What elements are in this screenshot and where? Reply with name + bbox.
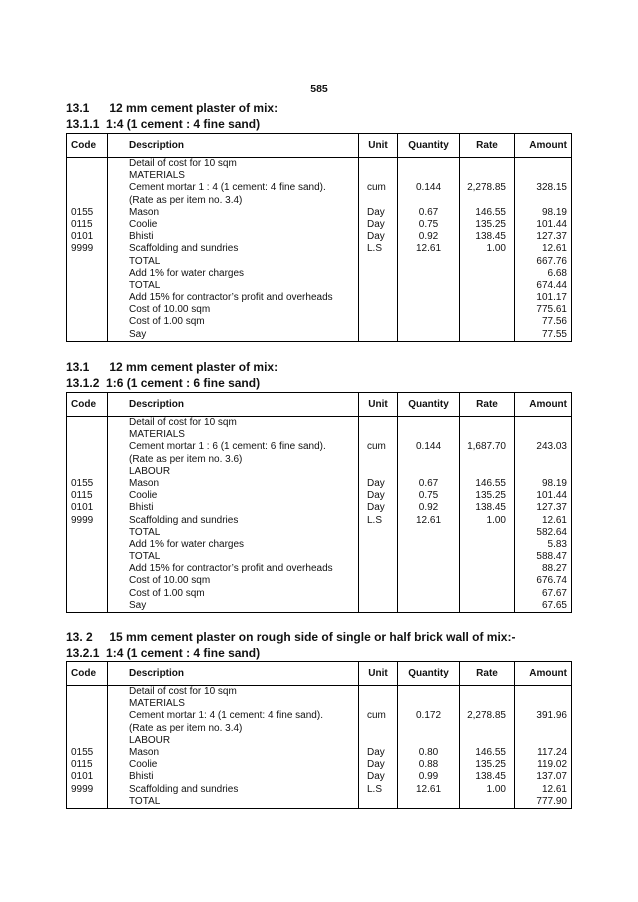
cell-code xyxy=(67,292,107,304)
cell-amount xyxy=(515,698,571,710)
cell-code xyxy=(67,304,107,316)
cell-amount: 77.56 xyxy=(541,316,567,328)
cell-rate: 2,278.85 xyxy=(467,710,506,722)
code-column xyxy=(67,158,108,342)
cell-desc: Cost of 10.00 sqm xyxy=(129,304,211,316)
cell-unit xyxy=(359,466,397,478)
cell-amount: 101.44 xyxy=(536,490,567,502)
cell-code xyxy=(67,723,107,735)
cell-rate xyxy=(460,466,514,478)
cell-amount xyxy=(515,195,571,207)
page-number: 585 xyxy=(310,83,328,95)
cell-qty xyxy=(398,796,459,808)
section-subheading: 13.1.2 1:6 (1 cement : 6 fine sand) xyxy=(66,376,261,390)
quantity-column xyxy=(398,158,460,342)
cell-code: 0101 xyxy=(71,502,94,514)
rate-analysis-table xyxy=(66,133,572,342)
description-column xyxy=(108,686,359,809)
cell-rate xyxy=(460,539,514,551)
cell-unit xyxy=(359,292,397,304)
amount-column xyxy=(515,158,572,342)
cell-qty xyxy=(398,698,459,710)
cell-qty xyxy=(398,454,459,466)
col-header-quantity: Quantity xyxy=(398,393,460,417)
cell-desc: (Rate as per item no. 3.4) xyxy=(129,194,243,206)
cell-amount xyxy=(515,429,571,441)
cell-rate xyxy=(460,527,514,539)
cell-code xyxy=(67,686,107,698)
cell-qty xyxy=(398,563,459,575)
cell-qty: 0.80 xyxy=(418,746,439,758)
cell-amount xyxy=(515,735,571,747)
cell-amount: 676.74 xyxy=(536,575,567,587)
cell-desc: Bhisti xyxy=(129,502,154,514)
cell-desc: Bhisti xyxy=(129,231,154,243)
col-header-amount: Amount xyxy=(515,134,572,158)
cell-amount: 667.76 xyxy=(536,255,567,267)
section-heading: 13.1 12 mm cement plaster of mix: xyxy=(66,360,279,374)
cell-desc: Scaffolding and sundries xyxy=(129,243,239,255)
cell-rate xyxy=(460,256,514,268)
col-header-unit: Unit xyxy=(359,393,398,417)
cell-rate: 138.45 xyxy=(475,231,506,243)
cell-desc: Mason xyxy=(129,746,160,758)
cell-qty: 0.67 xyxy=(418,206,439,218)
cell-code: 0115 xyxy=(71,218,93,230)
cell-qty xyxy=(398,723,459,735)
cell-qty: 0.92 xyxy=(418,502,439,514)
cell-unit: Day xyxy=(367,746,385,758)
cell-unit: Day xyxy=(367,477,385,489)
cell-unit: Day xyxy=(367,231,385,243)
cell-amount: 391.96 xyxy=(536,710,567,722)
cell-desc: Add 1% for water charges xyxy=(129,267,245,279)
cell-qty: 0.99 xyxy=(418,771,439,783)
col-header-amount: Amount xyxy=(515,662,572,686)
cell-unit: Day xyxy=(367,759,385,771)
amount-column xyxy=(515,686,572,809)
cell-amount: 101.44 xyxy=(536,218,567,230)
cell-qty xyxy=(398,575,459,587)
quantity-column xyxy=(398,417,460,613)
code-column xyxy=(67,417,108,613)
cell-rate: 135.25 xyxy=(475,218,506,230)
cell-rate xyxy=(460,796,514,808)
cell-unit: Day xyxy=(367,771,385,783)
cell-desc: LABOUR xyxy=(129,734,171,746)
cell-rate xyxy=(460,280,514,292)
cell-desc: Mason xyxy=(129,477,160,489)
cell-code xyxy=(67,316,107,328)
cell-code xyxy=(67,698,107,710)
table-body-row xyxy=(67,158,572,342)
cell-desc: MATERIALS xyxy=(129,698,185,710)
cell-amount: 5.83 xyxy=(547,538,567,550)
cell-amount: 137.07 xyxy=(536,771,567,783)
cell-rate: 146.55 xyxy=(475,746,506,758)
cell-code xyxy=(67,170,107,182)
cell-code xyxy=(67,575,107,587)
col-header-description: Description xyxy=(108,393,359,417)
cell-desc: Coolie xyxy=(129,490,158,502)
rate-analysis-table xyxy=(66,661,572,809)
cell-unit xyxy=(359,527,397,539)
cell-code xyxy=(67,796,107,808)
cell-desc: TOTAL xyxy=(129,795,161,807)
cell-unit: L.S xyxy=(367,243,383,255)
cell-code xyxy=(67,563,107,575)
cell-code xyxy=(67,600,107,612)
cell-unit xyxy=(359,429,397,441)
cell-desc: (Rate as per item no. 3.4) xyxy=(129,722,243,734)
code-column xyxy=(67,686,108,809)
cell-amount: 98.19 xyxy=(541,477,567,489)
cell-desc: Cost of 1.00 sqm xyxy=(129,587,205,599)
cell-rate: 146.55 xyxy=(475,477,506,489)
cell-rate xyxy=(460,329,514,341)
cell-code xyxy=(67,466,107,478)
cell-code: 9999 xyxy=(71,243,94,255)
cell-qty: 0.67 xyxy=(418,477,439,489)
cell-code xyxy=(67,158,107,170)
cell-rate: 135.25 xyxy=(475,759,506,771)
cell-qty: 0.75 xyxy=(418,490,439,502)
cell-qty xyxy=(398,280,459,292)
cell-rate: 138.45 xyxy=(475,771,506,783)
cell-desc: TOTAL xyxy=(129,526,161,538)
cell-amount xyxy=(515,466,571,478)
cell-rate: 1.00 xyxy=(486,243,506,255)
cell-amount: 67.67 xyxy=(541,587,567,599)
cell-code xyxy=(67,280,107,292)
cell-unit xyxy=(359,698,397,710)
cell-amount: 117.24 xyxy=(537,746,567,758)
cell-rate xyxy=(460,686,514,698)
cell-qty xyxy=(398,539,459,551)
cell-unit: L.S xyxy=(367,514,383,526)
cell-rate: 146.55 xyxy=(475,206,506,218)
cell-amount: 6.68 xyxy=(547,267,567,279)
cell-amount: 98.19 xyxy=(541,206,567,218)
cell-unit xyxy=(359,686,397,698)
cell-rate xyxy=(460,723,514,735)
unit-column xyxy=(359,417,398,613)
cell-code: 0155 xyxy=(71,746,94,758)
table-body-row xyxy=(67,417,572,613)
cell-qty: 12.61 xyxy=(415,514,442,526)
cell-unit xyxy=(359,170,397,182)
cell-unit: Day xyxy=(367,218,385,230)
cell-amount: 12.61 xyxy=(541,243,567,255)
cell-unit xyxy=(359,316,397,328)
cell-desc: LABOUR xyxy=(129,465,171,477)
col-header-unit: Unit xyxy=(359,662,398,686)
cell-amount: 588.47 xyxy=(536,551,567,563)
cell-qty: 0.92 xyxy=(418,231,439,243)
cell-amount: 119.02 xyxy=(537,759,567,771)
cell-desc: Add 1% for water charges xyxy=(129,538,245,550)
cell-unit xyxy=(359,256,397,268)
cell-amount xyxy=(515,686,571,698)
col-header-quantity: Quantity xyxy=(398,134,460,158)
cell-unit xyxy=(359,304,397,316)
cell-desc: Scaffolding and sundries xyxy=(129,514,239,526)
col-header-code: Code xyxy=(67,393,108,417)
cell-unit xyxy=(359,796,397,808)
cell-rate xyxy=(460,563,514,575)
amount-column xyxy=(515,417,572,613)
cell-qty: 0.88 xyxy=(418,759,439,771)
cell-desc: Scaffolding and sundries xyxy=(129,783,239,795)
cell-unit xyxy=(359,600,397,612)
cell-rate: 138.45 xyxy=(475,502,506,514)
cell-amount: 674.44 xyxy=(536,279,567,291)
cell-code xyxy=(67,441,107,453)
cell-qty: 0.144 xyxy=(415,182,442,194)
col-header-description: Description xyxy=(108,662,359,686)
cell-rate xyxy=(460,195,514,207)
cell-unit xyxy=(359,268,397,280)
cell-desc: Mason xyxy=(129,206,160,218)
section-subheading: 13.1.1 1:4 (1 cement : 4 fine sand) xyxy=(66,117,261,131)
cell-desc: Add 15% for contractor’s profit and overheads xyxy=(129,292,333,304)
cell-amount: 243.03 xyxy=(536,441,567,453)
cell-rate: 2,278.85 xyxy=(467,182,506,194)
cell-unit: Day xyxy=(367,206,385,218)
cell-desc: Say xyxy=(129,599,147,611)
cell-amount: 88.27 xyxy=(541,563,567,575)
cell-qty xyxy=(398,170,459,182)
cell-unit: cum xyxy=(367,710,386,722)
cell-code xyxy=(67,195,107,207)
cell-unit xyxy=(359,588,397,600)
cell-unit xyxy=(359,575,397,587)
cell-rate: 1,687.70 xyxy=(467,441,506,453)
cell-code xyxy=(67,256,107,268)
cell-code xyxy=(67,588,107,600)
cell-rate xyxy=(460,170,514,182)
cell-unit: Day xyxy=(367,502,385,514)
cell-qty xyxy=(398,292,459,304)
cell-qty xyxy=(398,686,459,698)
cell-rate xyxy=(460,698,514,710)
cell-code: 0155 xyxy=(71,477,94,489)
cell-desc: Detail of cost for 10 sqm xyxy=(129,686,237,697)
table-body-row xyxy=(67,686,572,809)
cell-qty xyxy=(398,316,459,328)
table-header-row xyxy=(67,134,572,158)
cell-rate: 1.00 xyxy=(486,514,506,526)
cell-amount: 582.64 xyxy=(536,526,567,538)
cell-qty: 0.172 xyxy=(415,710,442,722)
cell-qty xyxy=(398,551,459,563)
cell-code xyxy=(67,527,107,539)
cell-code: 0101 xyxy=(71,771,94,783)
cell-qty xyxy=(398,527,459,539)
cell-desc: TOTAL xyxy=(129,279,161,291)
cell-rate: 1.00 xyxy=(486,783,506,795)
cell-qty xyxy=(398,304,459,316)
cell-desc: Bhisti xyxy=(129,771,154,783)
cell-rate xyxy=(460,588,514,600)
description-column xyxy=(108,417,359,613)
cell-unit xyxy=(359,735,397,747)
cell-qty xyxy=(398,429,459,441)
cell-desc: MATERIALS xyxy=(129,429,185,441)
rate-column xyxy=(460,158,515,342)
cell-qty xyxy=(398,195,459,207)
cell-desc: Detail of cost for 10 sqm xyxy=(129,417,237,428)
description-column xyxy=(108,158,359,342)
cell-rate xyxy=(460,304,514,316)
cell-unit: cum xyxy=(367,441,386,453)
cell-qty xyxy=(398,466,459,478)
cell-unit xyxy=(359,723,397,735)
cell-unit xyxy=(359,563,397,575)
cell-qty: 12.61 xyxy=(415,783,442,795)
cell-amount: 777.90 xyxy=(536,795,567,807)
cell-qty: 0.75 xyxy=(418,218,439,230)
cell-rate: 135.25 xyxy=(475,490,506,502)
cell-unit xyxy=(359,329,397,341)
col-header-unit: Unit xyxy=(359,134,398,158)
cell-code xyxy=(67,735,107,747)
cell-code xyxy=(67,429,107,441)
cell-unit xyxy=(359,539,397,551)
cell-code: 0115 xyxy=(71,759,93,771)
cell-desc: TOTAL xyxy=(129,551,161,563)
rate-column xyxy=(460,686,515,809)
cell-desc: Coolie xyxy=(129,218,158,230)
unit-column xyxy=(359,686,398,809)
cell-qty xyxy=(398,329,459,341)
cell-qty xyxy=(398,735,459,747)
cell-unit xyxy=(359,454,397,466)
section-subheading: 13.2.1 1:4 (1 cement : 4 fine sand) xyxy=(66,646,261,660)
rate-column xyxy=(460,417,515,613)
cell-code xyxy=(67,454,107,466)
col-header-rate: Rate xyxy=(460,393,515,417)
cell-unit xyxy=(359,280,397,292)
cell-amount: 127.37 xyxy=(536,502,567,514)
cell-qty xyxy=(398,600,459,612)
cell-code: 0155 xyxy=(71,206,94,218)
cell-rate xyxy=(460,268,514,280)
cell-amount: 67.65 xyxy=(541,599,567,611)
cell-desc: Cost of 1.00 sqm xyxy=(129,316,205,328)
cell-qty: 0.144 xyxy=(415,441,442,453)
cell-rate xyxy=(460,417,514,429)
cell-code xyxy=(67,329,107,341)
cell-rate xyxy=(460,158,514,170)
cell-desc: Cement mortar 1 : 6 (1 cement: 6 fine sand). xyxy=(129,441,326,453)
table-header-row xyxy=(67,662,572,686)
cell-desc: Cost of 10.00 sqm xyxy=(129,575,211,587)
cell-amount xyxy=(515,170,571,182)
cell-code xyxy=(67,551,107,563)
rate-analysis-table xyxy=(66,392,572,613)
cell-code xyxy=(67,268,107,280)
cell-qty xyxy=(398,588,459,600)
cell-code xyxy=(67,182,107,194)
cell-desc: Cement mortar 1 : 4 (1 cement: 4 fine sand). xyxy=(129,182,326,194)
cell-desc: Coolie xyxy=(129,759,158,771)
cell-unit: Day xyxy=(367,490,385,502)
cell-desc: Add 15% for contractor’s profit and overheads xyxy=(129,563,333,575)
col-header-code: Code xyxy=(67,134,108,158)
cell-unit xyxy=(359,195,397,207)
cell-unit xyxy=(359,551,397,563)
cell-amount: 775.61 xyxy=(536,304,567,316)
cell-amount xyxy=(515,158,571,170)
section-heading: 13.1 12 mm cement plaster of mix: xyxy=(66,101,279,115)
col-header-rate: Rate xyxy=(460,662,515,686)
cell-rate xyxy=(460,551,514,563)
cell-qty xyxy=(398,158,459,170)
cell-rate xyxy=(460,429,514,441)
col-header-description: Description xyxy=(108,134,359,158)
cell-qty xyxy=(398,268,459,280)
cell-desc: Cement mortar 1: 4 (1 cement: 4 fine sand). xyxy=(129,710,323,722)
cell-desc: Say xyxy=(129,328,147,340)
cell-amount: 127.37 xyxy=(536,231,567,243)
cell-amount: 101.17 xyxy=(536,292,567,304)
cell-amount xyxy=(515,417,571,429)
col-header-quantity: Quantity xyxy=(398,662,460,686)
cell-qty: 12.61 xyxy=(415,243,442,255)
cell-qty xyxy=(398,256,459,268)
cell-amount: 77.55 xyxy=(541,328,567,340)
cell-unit: cum xyxy=(367,182,386,194)
cell-qty xyxy=(398,417,459,429)
cell-code: 9999 xyxy=(71,514,94,526)
quantity-column xyxy=(398,686,460,809)
col-header-code: Code xyxy=(67,662,108,686)
cell-rate xyxy=(460,735,514,747)
cell-amount xyxy=(515,454,571,466)
cell-amount xyxy=(515,723,571,735)
cell-code xyxy=(67,417,107,429)
cell-desc: TOTAL xyxy=(129,255,161,267)
cell-unit xyxy=(359,417,397,429)
col-header-amount: Amount xyxy=(515,393,572,417)
cell-rate xyxy=(460,600,514,612)
cell-amount: 12.61 xyxy=(541,514,567,526)
cell-rate xyxy=(460,454,514,466)
cell-amount: 328.15 xyxy=(536,182,567,194)
cell-code xyxy=(67,710,107,722)
unit-column xyxy=(359,158,398,342)
cell-desc: (Rate as per item no. 3.6) xyxy=(129,453,243,465)
section-heading: 13. 2 15 mm cement plaster on rough side of single or half brick wall of mix:- xyxy=(66,630,516,644)
col-header-rate: Rate xyxy=(460,134,515,158)
cell-desc: Detail of cost for 10 sqm xyxy=(129,158,237,169)
cell-unit xyxy=(359,158,397,170)
cell-rate xyxy=(460,292,514,304)
cell-code: 0115 xyxy=(71,490,93,502)
cell-code xyxy=(67,539,107,551)
cell-unit: L.S xyxy=(367,783,383,795)
cell-desc: MATERIALS xyxy=(129,170,185,182)
cell-amount: 12.61 xyxy=(541,783,567,795)
cell-rate xyxy=(460,575,514,587)
cell-code: 9999 xyxy=(71,783,94,795)
cell-code: 0101 xyxy=(71,231,94,243)
table-header-row xyxy=(67,393,572,417)
cell-rate xyxy=(460,316,514,328)
